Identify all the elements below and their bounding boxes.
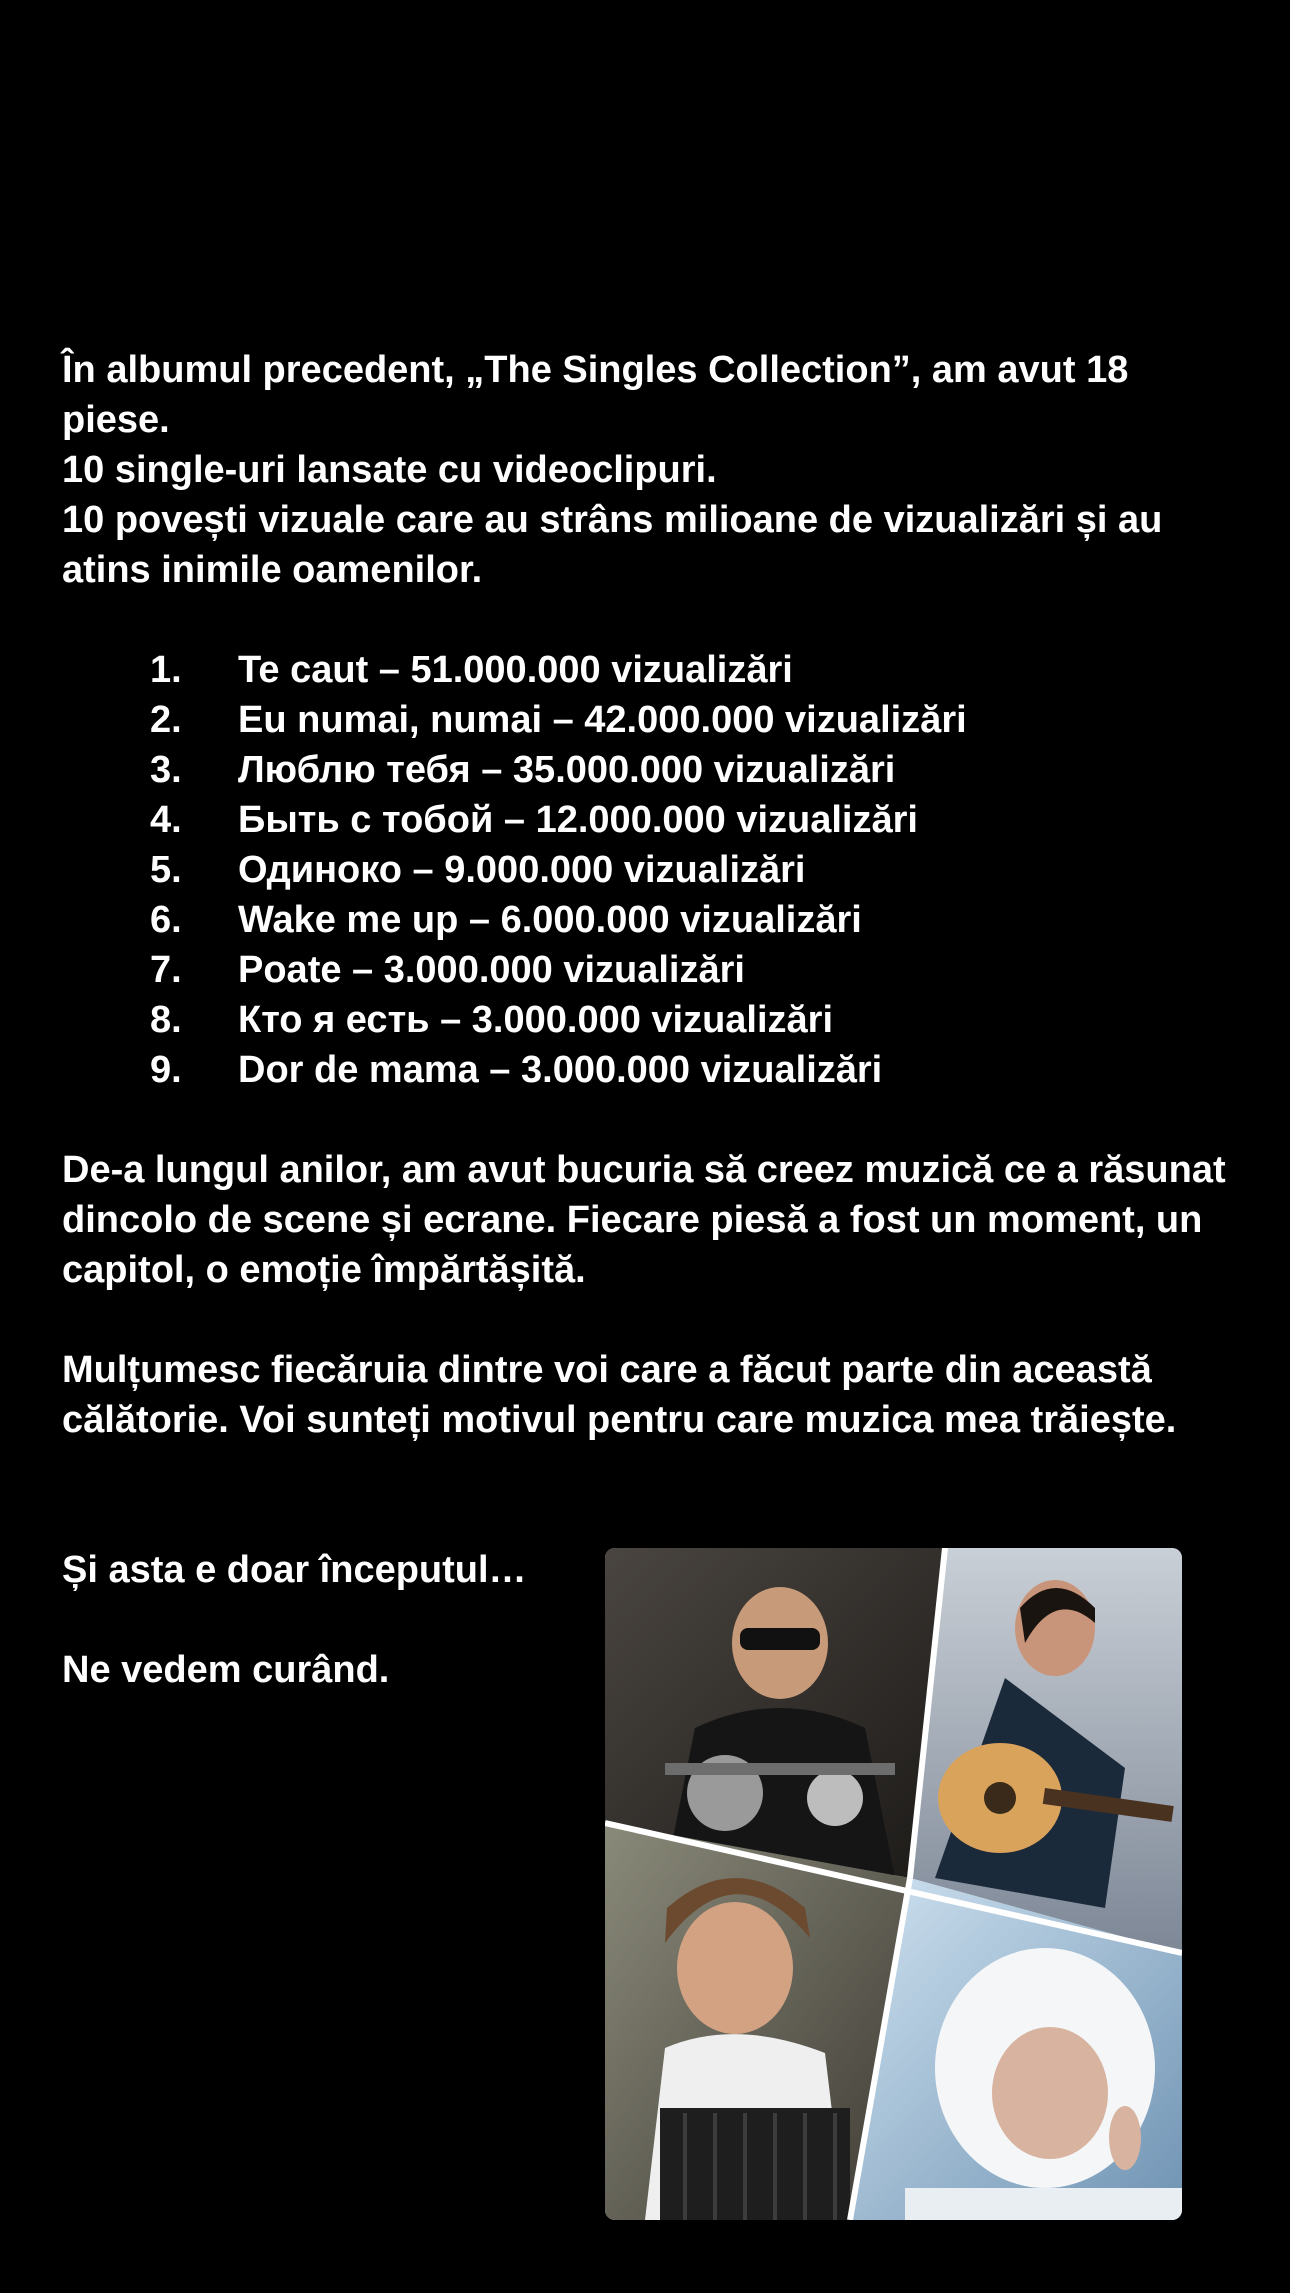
song-list — [62, 645, 1242, 1095]
list-number: 5. — [150, 849, 182, 891]
paragraph-journey: De-a lungul anilor, am avut bucuria să creez muzică ce a răsunat dincolo de scene și ecrane. Fiecare piesă a fost un moment, un capitol, o emoție împărtășită. — [62, 1149, 1226, 1291]
list-item — [62, 795, 1242, 845]
song-title: Быть с тобой – 12.000.000 vizualizări — [238, 799, 918, 841]
list-number: 3. — [150, 749, 182, 791]
intro-block — [62, 345, 1242, 595]
list-number: 9. — [150, 1049, 182, 1091]
photo-collage-icon[interactable] — [605, 1548, 1182, 2220]
intro-line-2: 10 single-uri lansate cu videoclipuri. — [62, 449, 717, 491]
collage-image — [605, 1548, 1182, 2220]
list-number: 4. — [150, 799, 182, 841]
story-text — [62, 345, 1242, 1445]
song-title: Кто я есть – 3.000.000 vizualizări — [238, 999, 834, 1041]
song-title: Te caut – 51.000.000 vizualizări — [238, 649, 793, 691]
list-number: 1. — [150, 649, 182, 691]
intro-line-1: În albumul precedent, „The Singles Collection”, am avut 18 piese. — [62, 349, 1129, 441]
list-item — [62, 995, 1242, 1045]
intro-line-3: 10 povești vizuale care au strâns milioane de vizualizări și au atins inimile oamenilor. — [62, 499, 1163, 591]
song-title: Eu numai, numai – 42.000.000 vizualizări — [238, 699, 967, 741]
list-item — [62, 645, 1242, 695]
song-title: Poate – 3.000.000 vizualizări — [238, 949, 745, 991]
song-title: Люблю тебя – 35.000.000 vizualizări — [238, 749, 896, 791]
song-title: Одиноко – 9.000.000 vizualizări — [238, 849, 806, 891]
song-title: Dor de mama – 3.000.000 vizualizări — [238, 1049, 883, 1091]
list-item — [62, 945, 1242, 995]
list-number: 7. — [150, 949, 182, 991]
closing-block — [62, 1545, 582, 1695]
list-number: 2. — [150, 699, 182, 741]
list-item — [62, 695, 1242, 745]
paragraph-thanks: Mulțumesc fiecăruia dintre voi care a făcut parte din această călătorie. Voi sunteți motivul pentru care muzica mea trăiește. — [62, 1349, 1177, 1441]
song-title: Wake me up – 6.000.000 vizualizări — [238, 899, 862, 941]
closing-line-2: Ne vedem curând. — [62, 1649, 390, 1691]
list-item — [62, 845, 1242, 895]
closing-line-1: Și asta e doar începutul… — [62, 1549, 527, 1591]
list-item — [62, 1045, 1242, 1095]
list-item — [62, 895, 1242, 945]
list-number: 6. — [150, 899, 182, 941]
list-number: 8. — [150, 999, 182, 1041]
photo-motorcycle — [605, 1548, 945, 1878]
list-item — [62, 745, 1242, 795]
